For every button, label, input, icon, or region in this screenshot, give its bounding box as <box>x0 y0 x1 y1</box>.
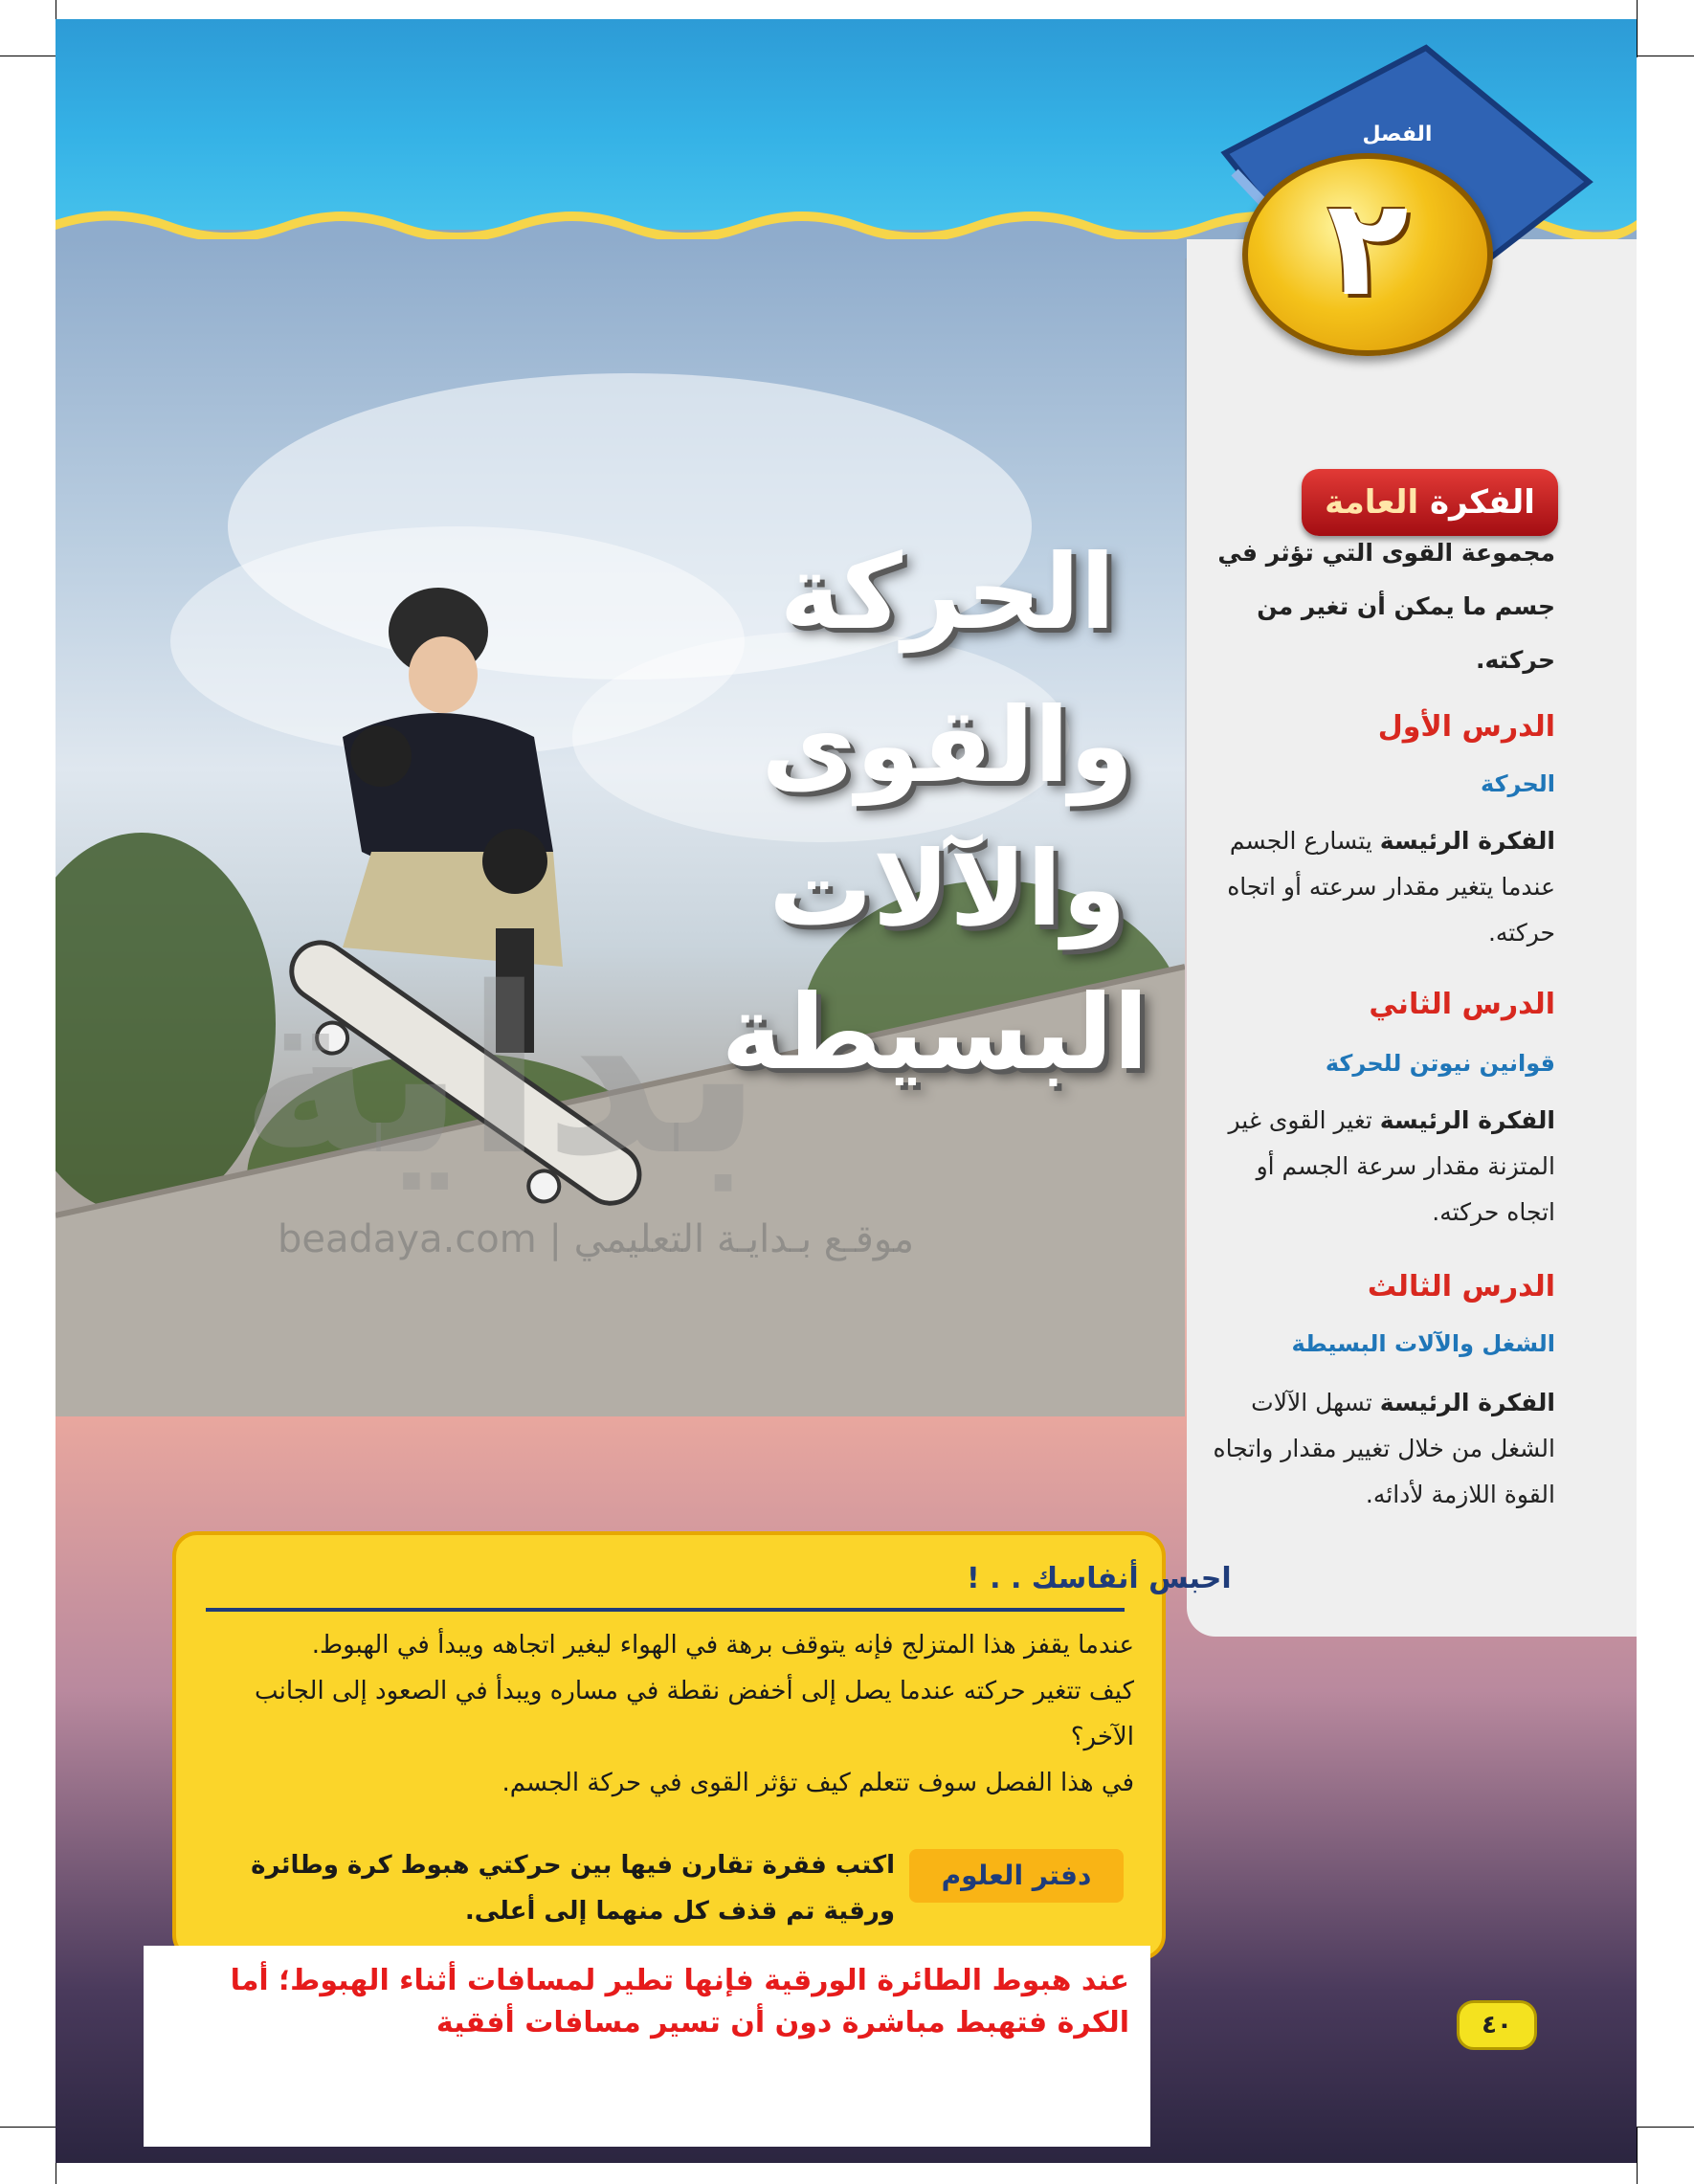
hold-breath-line: كيف تتغير حركته عندما يصل إلى أخفض نقطة في مساره ويبدأ في الصعود إلى الجانب الآخر؟ <box>255 1677 1134 1751</box>
main-idea-label: الفكرة الرئيسة <box>1379 1389 1555 1416</box>
page-number: ٤٠ <box>1457 2000 1537 2050</box>
chapter-title-line-1: الحركة <box>779 533 1116 653</box>
main-idea-text: تغير القوى غير المتزنة مقدار سرعة الجسم أو اتجاه حركته. <box>1228 1106 1555 1226</box>
watermark-logo: بداية <box>239 938 763 1206</box>
hold-breath-text <box>201 1622 1134 1806</box>
crop-mark <box>0 2127 57 2128</box>
lesson-3-heading: الدرس الثالث <box>1367 1270 1555 1304</box>
chapter-title-line-2: والقوى <box>761 686 1134 806</box>
lesson-1-main-idea <box>1201 818 1555 956</box>
main-idea-label: الفكرة الرئيسة <box>1379 827 1555 855</box>
chapter-number: ٢ <box>1326 170 1409 326</box>
crop-mark <box>1637 2127 1694 2128</box>
lesson-2-main-idea <box>1201 1098 1555 1236</box>
chapter-title-line-4: البسيطة <box>721 973 1148 1093</box>
crop-mark <box>1637 2127 1638 2184</box>
answer-text: عند هبوط الطائرة الورقية فإنها تطير لمسافات أثناء الهبوط؛ أما الكرة فتهبط مباشرة دون أن تسير مسافات أفقية <box>230 1964 1129 2039</box>
watermark-url: beadaya.com | موقـع بـدايـة التعليمي <box>278 1217 915 1261</box>
divider <box>206 1608 1125 1612</box>
big-idea-text: مجموعة القوى التي تؤثر في جسم ما يمكن أن تغير من حركته. <box>1217 539 1555 674</box>
lesson-1-topic: الحركة <box>1481 770 1555 797</box>
main-idea-text: يتسارع الجسم عندما يتغير مقدار سرعته أو اتجاه حركته. <box>1227 827 1555 947</box>
hold-breath-line: عندما يقفز هذا المتزلج فإنه يتوقف برهة في الهواء ليغير اتجاهه ويبدأ في الهبوط. <box>311 1631 1134 1660</box>
main-idea-text: تسهل الآلات الشغل من خلال تغيير مقدار واتجاه القوة اللازمة لأدائه. <box>1213 1389 1555 1508</box>
crop-mark <box>1637 0 1638 57</box>
lesson-1-heading: الدرس الأول <box>1377 710 1555 744</box>
chapter-title-line-3: والآلات <box>769 830 1126 949</box>
science-notebook-label: دفتر العلوم <box>909 1849 1124 1903</box>
hold-breath-line: في هذا الفصل سوف تتعلم كيف تؤثر القوى في حركة الجسم. <box>502 1769 1134 1797</box>
science-notebook-prompt: اكتب فقرة تقارن فيها بين حركتي هبوط كرة وطائرة ورقية تم قذف كل منهما إلى أعلى. <box>251 1851 895 1926</box>
chapter-label: الفصل <box>1362 123 1433 146</box>
lesson-3-main-idea <box>1201 1380 1555 1518</box>
hold-breath-title: احبس أنفاسك . . ! <box>967 1562 1232 1595</box>
lesson-3-topic: الشغل والآلات البسيطة <box>1291 1330 1555 1357</box>
big-idea-word-1: الفكرة <box>1430 483 1535 522</box>
lesson-2-topic: قوانين نيوتن للحركة <box>1325 1050 1555 1077</box>
lesson-2-heading: الدرس الثاني <box>1369 988 1555 1021</box>
big-idea-word-2: العامة <box>1325 483 1419 522</box>
main-idea-label: الفكرة الرئيسة <box>1379 1106 1555 1134</box>
